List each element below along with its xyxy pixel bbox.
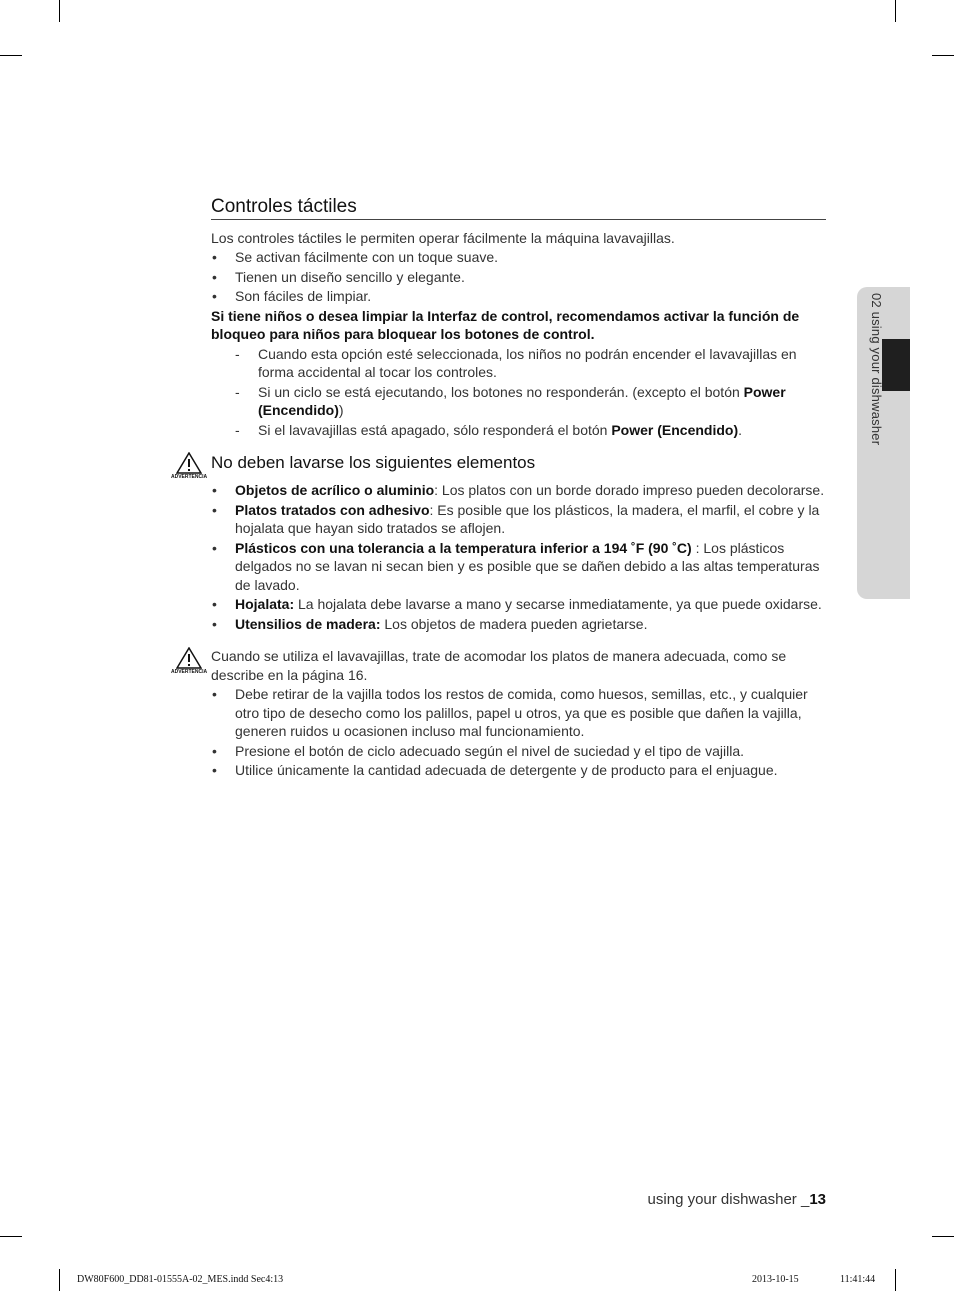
section-title: Controles táctiles	[211, 198, 826, 220]
file-slug: DW80F600_DD81-01555A-02_MES.indd Sec4:13	[77, 1274, 284, 1285]
crop-mark	[895, 0, 896, 22]
child-lock-details	[211, 345, 826, 440]
crop-mark	[59, 0, 60, 22]
list-item: - Cuando esta opción esté seleccionada, los niños no podrán encender el lavavajillas en forma accidental al tocar los controles.	[211, 345, 826, 382]
list-item: • Tienen un diseño sencillo y elegante.	[211, 268, 826, 287]
warning-section-items	[171, 452, 826, 633]
warning-label: ADVERTENCIA	[171, 474, 208, 480]
crop-mark	[0, 55, 22, 56]
feature-list	[211, 248, 826, 306]
list-item: • Plásticos con una tolerancia a la temperatura inferior a 194 ˚F (90 ˚C) : Los plásticos delgados no se lavan ni secan bien y es posible que se dañen debido a las altas temperaturas de lavado.	[211, 539, 826, 595]
list-item: • Son fáciles de limpiar.	[211, 287, 826, 306]
slug-time: 11:41:44	[840, 1274, 876, 1285]
warning-icon	[171, 452, 207, 482]
crop-mark	[932, 55, 954, 56]
list-item: • Utensilios de madera: Los objetos de madera pueden agrietarse.	[211, 615, 826, 634]
crop-mark	[895, 1269, 896, 1291]
list-item: • Debe retirar de la vajilla todos los restos de comida, como huesos, semillas, etc., y cualquier otro tipo de desecho como los palillos, papel u otros, ya que es posible que dañen la vajilla, generen ruidos u ocasionen incluso mal funcionamiento.	[211, 685, 826, 741]
list-item: • Platos tratados con adhesivo: Es posible que los plásticos, la madera, el marfil, el cobre y la hojalata que hayan sido tratados se aflojen.	[211, 501, 826, 538]
list-item: - Si un ciclo se está ejecutando, los botones no responderán. (excepto el botón Power (Encendido))	[211, 383, 826, 420]
warning-section-usage	[171, 647, 826, 780]
usage-list	[211, 685, 826, 780]
crop-mark	[932, 1236, 954, 1237]
crop-mark	[59, 1269, 60, 1291]
list-item: • Presione el botón de ciclo adecuado según el nivel de suciedad y el tipo de vajilla.	[211, 742, 826, 761]
list-item: • Utilice únicamente la cantidad adecuada de detergente y de producto para el enjuague.	[211, 761, 826, 780]
child-lock-note: Si tiene niños o desea limpiar la Interfaz de control, recomendamos activar la función de bloqueo para niños para bloquear los botones de control.	[211, 307, 800, 342]
page-footer: using your dishwasher _13	[647, 1191, 826, 1208]
usage-intro: Cuando se utiliza el lavavajillas, trate de acomodar los platos de manera adecuada, como se describe en la página 16.	[211, 648, 787, 683]
page-number: 13	[809, 1191, 826, 1208]
list-item: • Se activan fácilmente con un toque suave.	[211, 248, 826, 267]
list-item: - Si el lavavajillas está apagado, sólo responderá el botón Power (Encendido).	[211, 421, 826, 440]
items-list	[211, 481, 826, 633]
chapter-tab-marker	[882, 339, 910, 391]
subsection-title: No deben lavarse los siguientes elementos	[211, 453, 536, 472]
list-item: • Hojalata: La hojalata debe lavarse a mano y secarse inmediatamente, ya que puede oxidarse.	[211, 595, 826, 614]
crop-mark	[0, 1236, 22, 1237]
list-item: • Objetos de acrílico o aluminio: Los platos con un borde dorado impreso pueden decolorarse.	[211, 481, 826, 500]
chapter-tab-label: 02 using your dishwasher	[869, 293, 884, 446]
section-intro: Los controles táctiles le permiten operar fácilmente la máquina lavavajillas.	[211, 229, 675, 246]
warning-icon	[171, 647, 207, 677]
slug-date: 2013-10-15	[752, 1274, 799, 1285]
main-content	[171, 196, 826, 781]
warning-label: ADVERTENCIA	[171, 669, 208, 675]
